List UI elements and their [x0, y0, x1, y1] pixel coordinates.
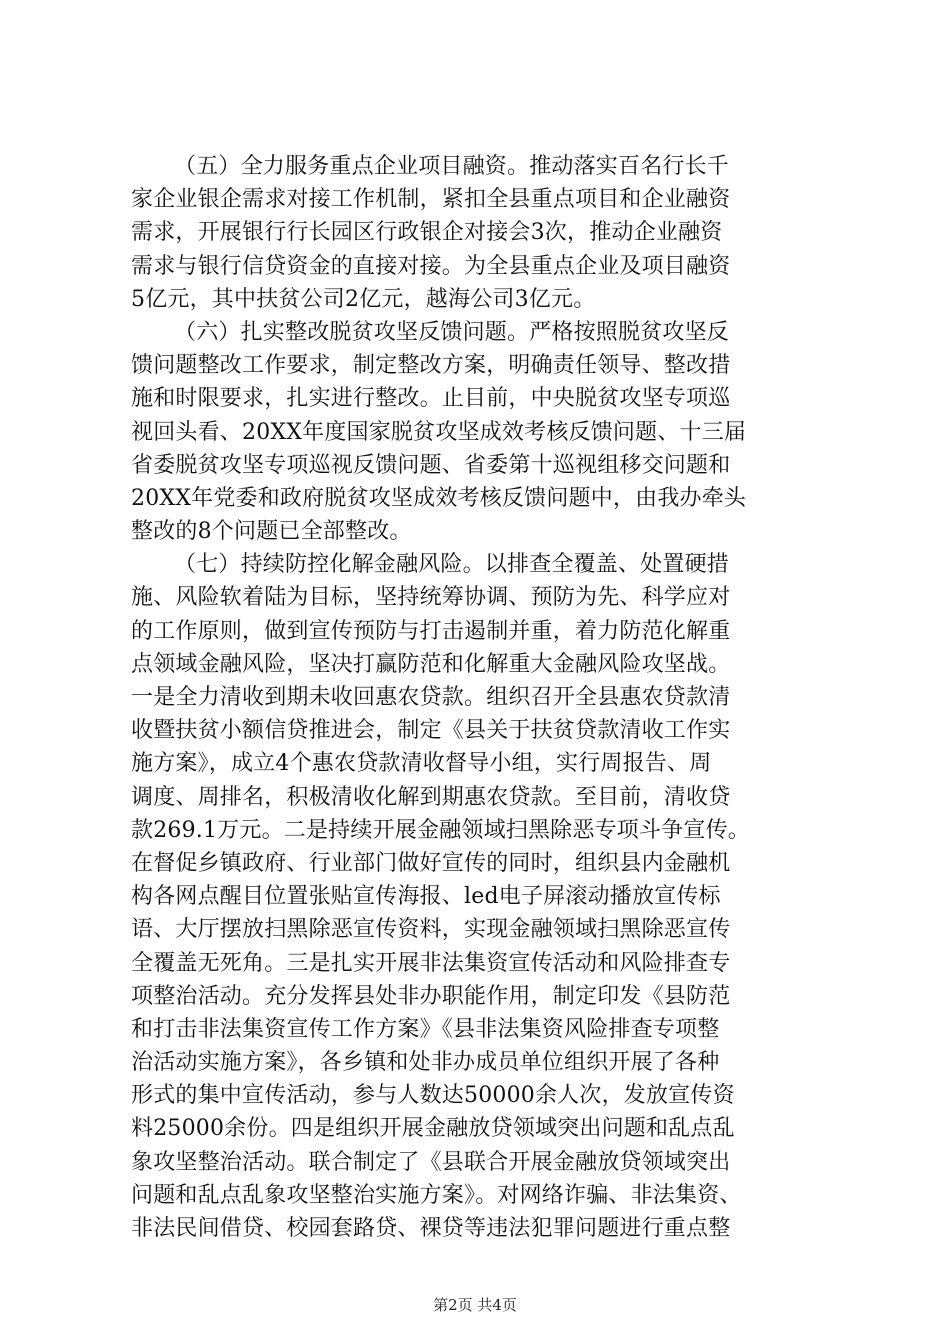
paragraph-heading-5: （五）全力服务重点企业项目融资。推动落实百名行长千 [174, 154, 730, 179]
text-line: 形式的集中宣传活动，参与人数达50000余人次，发放宣传资 [131, 1083, 735, 1109]
paragraph-heading-6: （六）扎实整改脱贫攻坚反馈问题。严格按照脱贫攻坚反 [174, 319, 730, 345]
text-line: 一是全力清收到期未收回惠农贷款。组织召开全县惠农贷款清 [131, 685, 731, 710]
text-line: 调度、周排名，积极清收化解到期惠农贷款。至目前，清收贷 [131, 784, 731, 810]
text-line: 施、风险软着陆为目标，坚持统筹协调、预防为先、科学应对 [131, 585, 731, 611]
text-line: 整改的8个问题已全部整改。 [131, 519, 412, 545]
paragraph-heading-7: （七）持续防控化解金融风险。以排查全覆盖、处置硬措 [174, 552, 730, 578]
text-line: 料25000余份。四是组织开展金融放贷领域突出问题和乱点乱 [131, 1116, 735, 1142]
text-line: 省委脱贫攻坚专项巡视反馈问题、省委第十巡视组移交问题和 [131, 452, 731, 478]
text-line: 点领域金融风险，坚决打赢防范和化解重大金融风险攻坚战。 [131, 651, 731, 677]
text-line: 款269.1万元。二是持续开展金融领域扫黑除恶专项斗争宣传。 [131, 817, 750, 843]
text-line: 施和时限要求，扎实进行整改。止目前，中央脱贫攻坚专项巡 [131, 386, 731, 412]
text-line: 20XX年党委和政府脱贫攻坚成效考核反馈问题中，由我办牵头 [131, 485, 747, 511]
text-line: 5亿元，其中扶贫公司2亿元，越海公司3亿元。 [131, 286, 596, 312]
text-line: 语、大厅摆放扫黑除恶宣传资料，实现金融领域扫黑除恶宣传 [131, 917, 731, 943]
text-line: 全覆盖无死角。三是扎实开展非法集资宣传活动和风险排查专 [131, 950, 731, 976]
text-line: 家企业银企需求对接工作机制，紧扣全县重点项目和企业融资 [131, 187, 731, 213]
text-line: 构各网点醒目位置张贴宣传海报、led电子屏滚动播放宣传标 [131, 884, 721, 910]
text-line: 在督促乡镇政府、行业部门做好宣传的同时，组织县内金融机 [131, 850, 731, 876]
text-line: 收暨扶贫小额信贷推进会，制定《县关于扶贫贷款清收工作实 [131, 718, 731, 744]
text-line: 需求，开展银行行长园区行政银企对接会3次，推动企业融资 [131, 220, 723, 246]
text-line: 施方案》，成立4个惠农贷款清收督导小组，实行周报告、周 [131, 751, 712, 777]
text-line: 和打击非法集资宣传工作方案》《县非法集资风险排查专项整 [131, 1016, 720, 1042]
text-line: 的工作原则，做到宣传预防与打击遏制并重，着力防范化解重 [131, 618, 731, 644]
document-body [131, 150, 831, 1245]
text-line: 非法民间借贷、校园套路贷、裸贷等违法犯罪问题进行重点整 [131, 1216, 731, 1241]
page-number-footer: 第2页 共4页 [433, 1296, 517, 1314]
text-line: 治活动实施方案》，各乡镇和处非办成员单位组织开展了各种 [131, 1050, 720, 1076]
text-line: 项整治活动。充分发挥县处非办职能作用，制定印发《县防范 [131, 983, 731, 1009]
text-line: 视回头看、20XX年度国家脱贫攻坚成效考核反馈问题、十三届 [131, 419, 747, 445]
text-line: 象攻坚整治活动。联合制定了《县联合开展金融放贷领域突出 [131, 1149, 731, 1175]
text-line: 问题和乱点乱象攻坚整治实施方案》。对网络诈骗、非法集资、 [131, 1182, 742, 1208]
text-line: 馈问题整改工作要求，制定整改方案，明确责任领导、整改措 [131, 353, 731, 379]
text-line: 需求与银行信贷资金的直接对接。为全县重点企业及项目融资 [131, 253, 731, 279]
